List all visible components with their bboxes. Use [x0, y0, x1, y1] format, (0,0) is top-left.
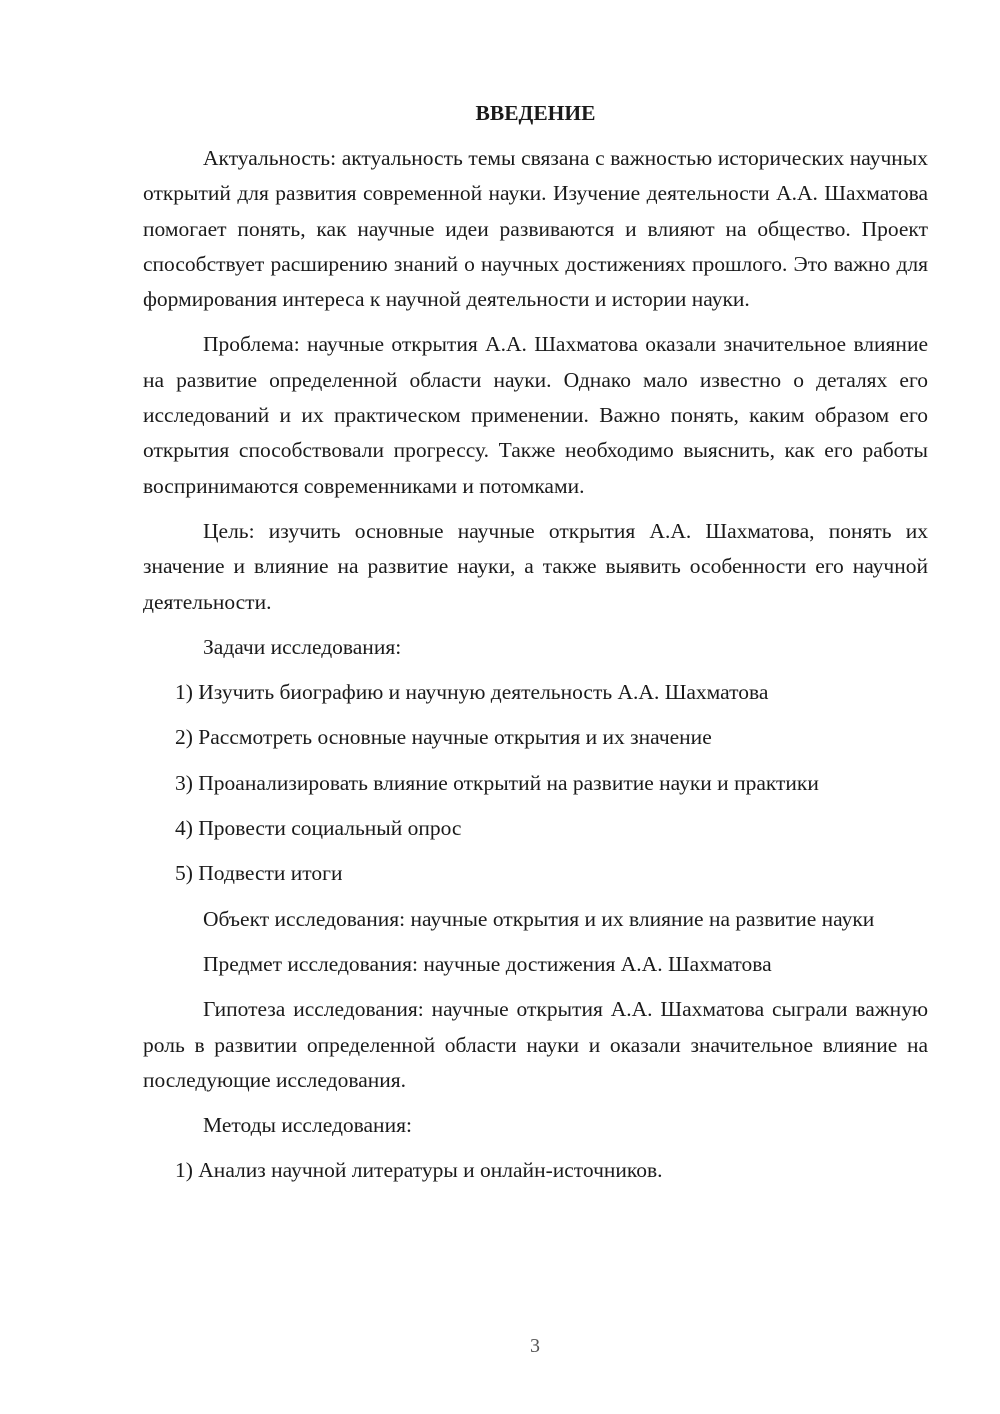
relevance-paragraph: Актуальность: актуальность темы связана с важностью исторических научных открытий для развития современной науки. Изучение деятельности А.А. Шахматова помогает понять, как научные идеи развиваются и влияют на общество. Проект способствует расширению знаний о научных достижениях прошлого. Это важно для формирования интереса к научной деятельности и истории науки.	[143, 146, 928, 312]
object-paragraph: Объект исследования: научные открытия и их влияние на развитие науки	[203, 906, 875, 931]
page-number: 3	[530, 1335, 540, 1357]
task-item: 1) Изучить биографию и научную деятельность А.А. Шахматова	[175, 680, 769, 705]
hypothesis-paragraph: Гипотеза исследования: научные открытия А.А. Шахматова сыграли важную роль в развитии определенной области науки и оказали значительное влияние на последующие исследования.	[143, 997, 928, 1092]
task-item: 2) Рассмотреть основные научные открытия и их значение	[175, 725, 712, 750]
methods-label: Методы исследования:	[203, 1113, 412, 1138]
method-item: 1) Анализ научной литературы и онлайн-источников.	[175, 1158, 663, 1183]
subject-paragraph: Предмет исследования: научные достижения А.А. Шахматова	[203, 951, 772, 976]
tasks-label: Задачи исследования:	[203, 634, 402, 659]
task-item: 5) Подвести итоги	[175, 861, 343, 886]
page-content	[143, 96, 928, 1199]
goal-paragraph: Цель: изучить основные научные открытия А.А. Шахматова, понять их значение и влияние на развитие науки, а также выявить особенности его научной деятельности.	[143, 518, 928, 614]
page-title: ВВЕДЕНИЕ	[475, 101, 596, 125]
task-item: 4) Провести социальный опрос	[175, 816, 462, 841]
problem-paragraph: Проблема: научные открытия А.А. Шахматова оказали значительное влияние на развитие определенной области науки. Однако мало известно о деталях его исследований и их практическом применении. Важно понять, каким образом его открытия способствовали прогрессу. Также необходимо выяснить, как его работы воспринимаются современниками и потомками.	[143, 332, 928, 498]
task-item: 3) Проанализировать влияние открытий на развитие науки и практики	[175, 770, 819, 795]
